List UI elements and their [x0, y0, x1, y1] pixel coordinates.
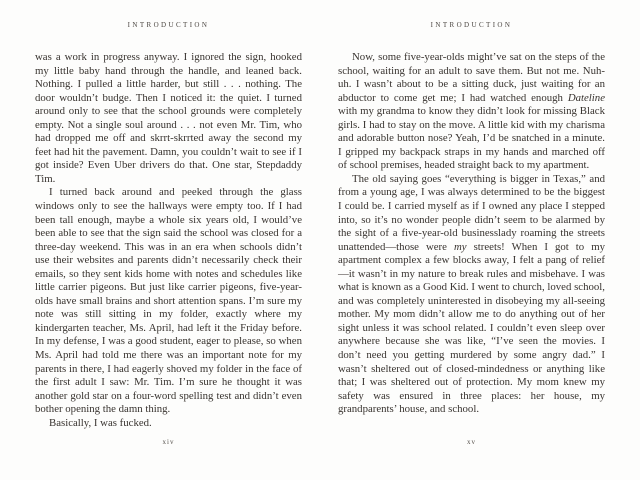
paragraph: The old saying goes “everything is bigger in Texas,” and from a young age, I was always determined to be the biggest I could be. I carried myself as if I owned any place I stepped into, so it’s no wonder people didn’t seem to be alarmed by the sight of a five-year-old businesslady roaming the streets unattended—those were my streets! When I got to my apartment complex a few blocks away, I felt a pang of relief—it wasn’t in my nature to break rules and misbehave. I was what is known as a Good Kid. I went to church, loved school, and was completely uninterested in disobeying my all-seeing mother. My mom didn’t allow me to do anything out of her sight unless it was school related. I couldn’t even sleep over anywhere because she was like, “I’ve seen the movies. I don’t need you getting murdered by some angry dad.” I wasn’t sheltered out of closed-mindedness or anything like that; I was sheltered out of protection. My mom knew my safety was ensured in three places: her house, my grandparents’ house, and school. [338, 172, 605, 416]
left-page [35, 0, 302, 480]
paragraph: was a work in progress anyway. I ignored the sign, hooked my little baby hand through the handle, and leaned back. Nothing. I pulled a little harder, but still . . . nothing. The door wouldn’t budge. Then I noticed it: the quiet. I turned around only to see that the school grounds were completely empty. Not a single soul around . . . not even Mr. Tim, who had dropped me off and skrrt-skrrted away the second my feet had hit the pavement. Damn, you couldn’t wait to see if I got inside? Even Uber drivers do that. One star, Stepdaddy Tim. [35, 51, 302, 185]
running-header-left: INTRODUCTION [127, 21, 210, 29]
page-number-left: xiv [162, 438, 175, 446]
paragraph: Basically, I was fucked. [49, 416, 152, 429]
right-page [338, 0, 605, 480]
page-number-right: xv [467, 438, 476, 446]
left-page-body [35, 51, 302, 430]
right-page-body [338, 51, 605, 417]
running-header-right: INTRODUCTION [430, 21, 513, 29]
paragraph: Now, some five-year-olds might’ve sat on the steps of the school, waiting for an adult to save them. But not me. Nuh-uh. I wasn’t about to be a sitting duck, just waiting for an abductor to come get me; I had watched enough Dateline with my grandma to know they didn’t look for missing Black girls. I had to stay on the move. A little kid with my charisma and adorable button nose? Yeah, I’d be snatched in a minute. I gripped my backpack straps in my hands and marched off of school premises, headed straight back to my apartment. [338, 51, 605, 172]
paragraph: I turned back around and peeked through the glass windows only to see the hallways were empty too. If I had been tall enough, maybe a whole six years old, I would’ve been able to see that the sign said the school was closed for a three-day weekend. This was in an era when schools didn’t use their websites and parents didn’t necessarily check their emails, so they sent kids home with notes and schedules like little carrier pigeons. But just like carrier pigeons, five-year-olds have small brains and short attention spans. I’m sure my note was still sitting in my folder, exactly where my kindergarten teacher, Ms. April, had left it the Friday before. In my defense, I was a good student, eager to please, so when Ms. April had told me there was an important note for my parents in there, I had eagerly shoved my folder in the face of the first adult I saw: Mr. Tim. I’m sure he thought it was another gold star on a four-word spelling test and didn’t even bother opening the damn thing. [35, 186, 302, 416]
